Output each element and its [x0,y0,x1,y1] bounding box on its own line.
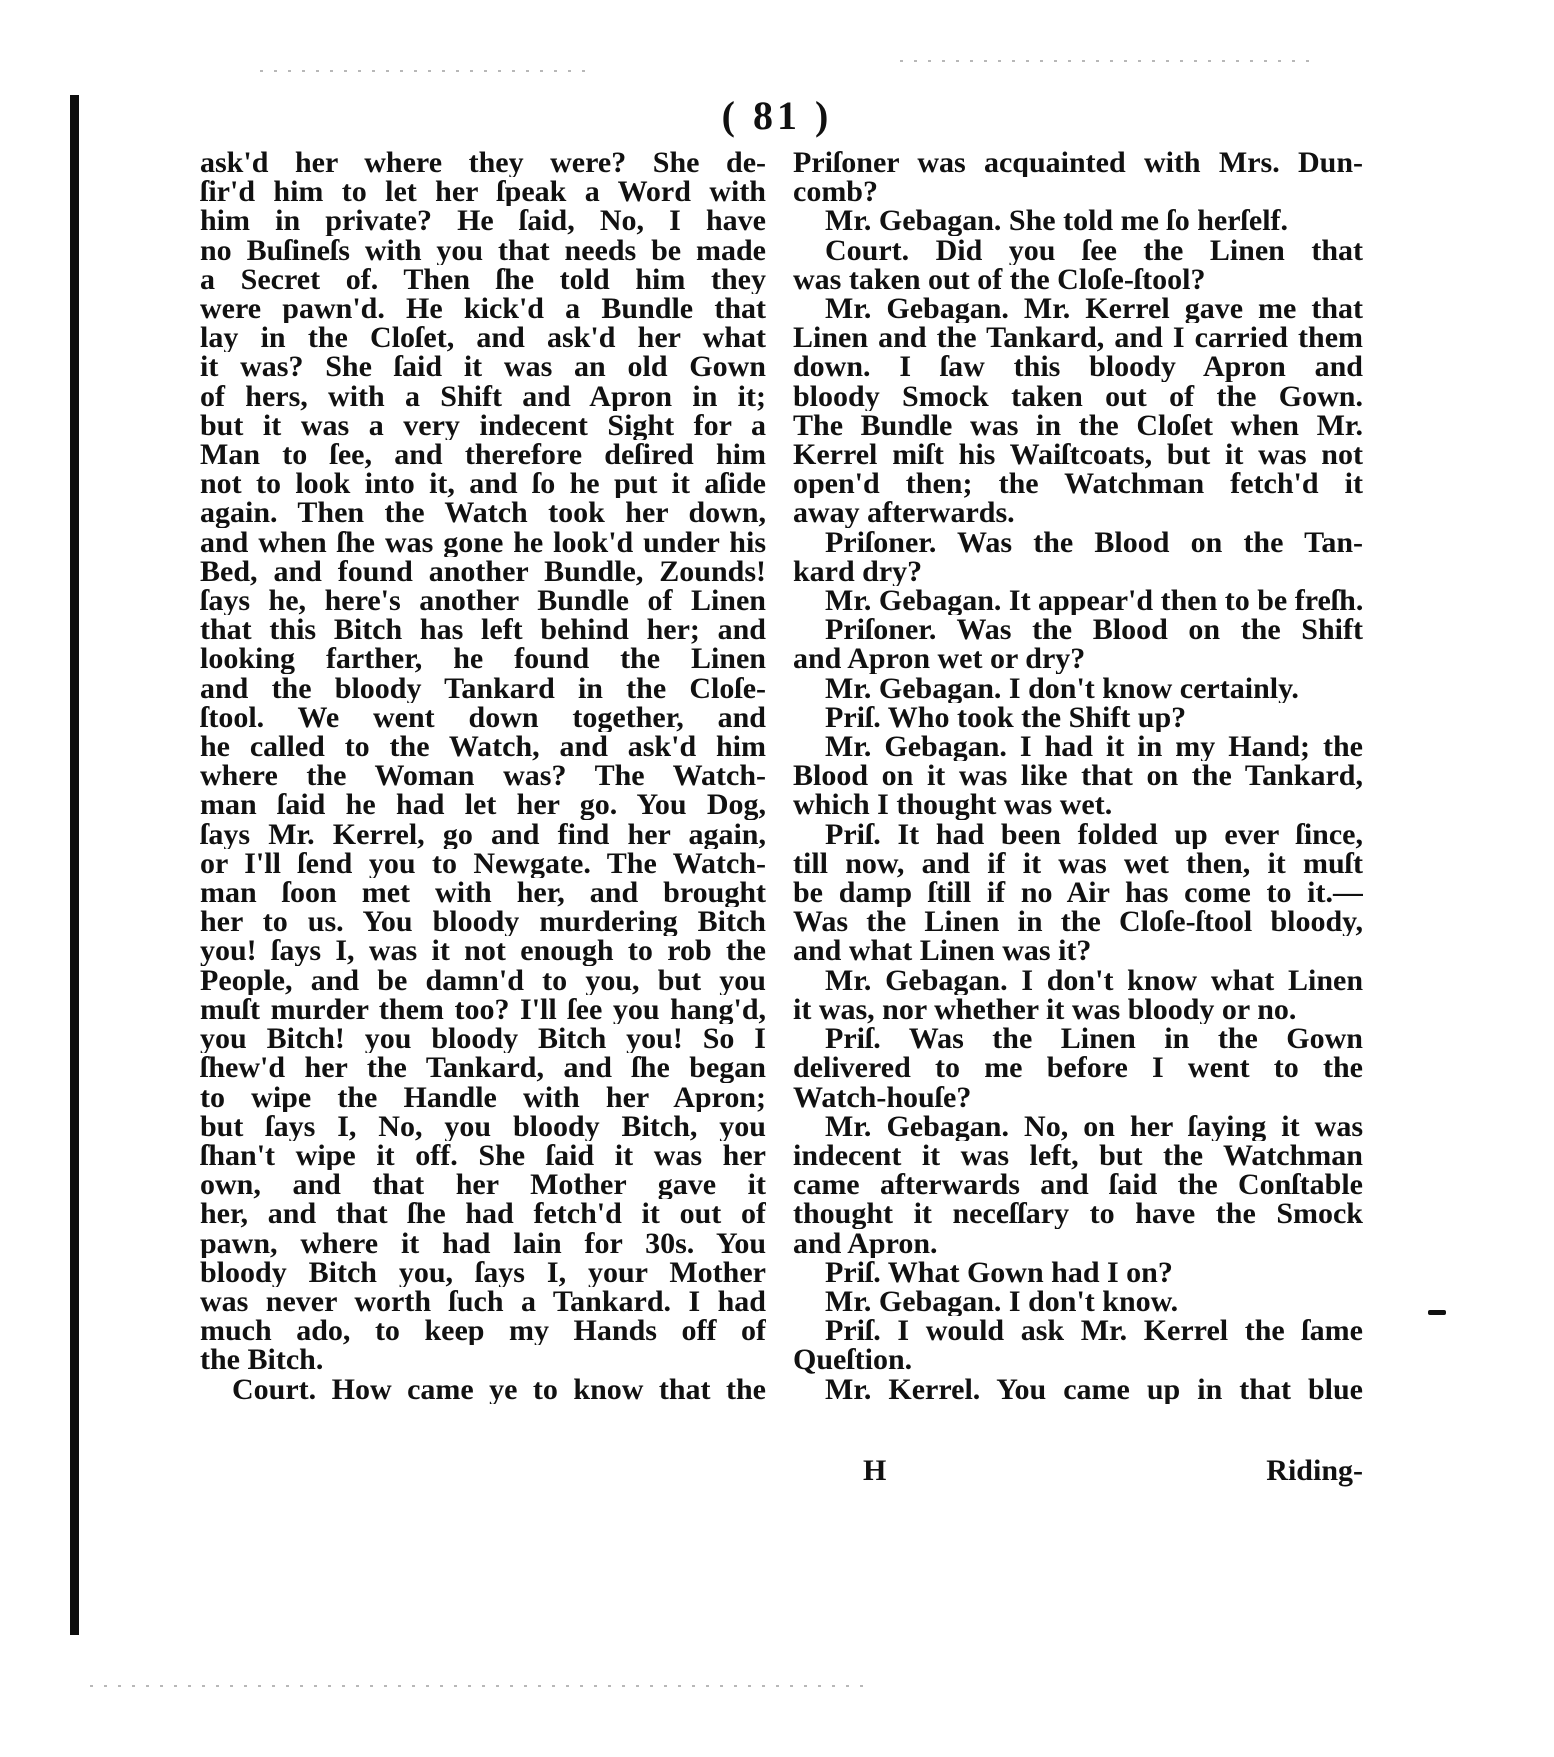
text-line: he called to the Watch, and ask'd him [200,732,766,762]
text-line: ſtool. We went down together, and [200,702,766,733]
text-line: ſhew'd her the Tankard, and ſhe began [200,1053,766,1083]
text-line: till now, and if it was wet then, it muſt [793,848,1363,879]
text-line: and when ſhe was gone he look'd under his [200,527,766,557]
text-line: ſhan't wipe it off. She ſaid it was her [200,1140,766,1171]
text-line: The Bundle was in the Cloſet when Mr. [793,410,1363,441]
text-line: Priſoner was acquainted with Mrs. Dun- [793,148,1363,178]
text-line: ſays he, here's another Bundle of Linen [200,586,766,616]
top-right-edge-speckle [900,60,1320,62]
text-line: man ſoon met with her, and brought [200,878,766,908]
text-line: not to look into it, and ſo he put it aſide [200,469,766,499]
right-text-column [793,148,1363,1404]
text-line: man ſaid he had let her go. You Dog, [200,790,766,820]
text-line: Priſ. I would ask Mr. Kerrel the ſame [825,1316,1363,1346]
text-line: bloody Smock taken out of the Gown. [793,381,1363,411]
text-line: that this Bitch has left behind her; and [200,615,766,645]
text-line: it was, nor whether it was bloody or no. [793,994,1297,1025]
text-line: ask'd her where they were? She de- [200,148,766,178]
text-line: Mr. Kerrel. You came up in that blue [825,1374,1363,1404]
text-line: Priſoner. Was the Blood on the Shift [825,615,1363,645]
text-line: came afterwards and ſaid the Conſtable [793,1170,1363,1200]
text-line: no Buſineſs with you that needs be made [200,235,766,265]
text-line: you! ſays I, was it not enough to rob the [200,936,766,966]
text-line: open'd then; the Watchman fetch'd it [793,469,1363,499]
text-line: which I thought was wet. [793,790,1113,820]
text-line: away afterwards. [793,498,1015,528]
text-line: were pawn'd. He kick'd a Bundle that [200,294,766,324]
text-line: Mr. Gebagan. I don't know what Linen [825,965,1363,995]
text-line: comb? [793,177,878,207]
text-line: it was? She ſaid it was an old Gown [200,352,766,382]
text-line: Mr. Gebagan. No, on her ſaying it was [825,1111,1363,1141]
text-line: People, and be damn'd to you, but you [200,965,766,995]
text-line: but it was a very indecent Sight for a [200,410,766,441]
text-line: Mr. Gebagan. It appear'd then to be freſh. [825,586,1363,616]
text-line: Mr. Gebagan. She told me ſo herſelf. [825,206,1289,236]
text-line: Court. How came ye to know that the [232,1374,766,1404]
text-line: down. I ſaw this bloody Apron and [793,352,1363,382]
text-line: bloody Bitch you, ſays I, your Mother [200,1257,766,1287]
text-line: or I'll ſend you to Newgate. The Watch- [200,848,766,879]
text-line: was never worth ſuch a Tankard. I had [200,1286,766,1317]
text-line: Man to ſee, and therefore deſired him [200,440,766,470]
margin-dash-mark [1428,1310,1446,1315]
text-line: to wipe the Handle with her Apron; [200,1082,766,1112]
left-text-column [200,148,766,1404]
text-line: Priſoner. Was the Blood on the Tan- [825,527,1363,557]
text-line: and what Linen was it? [793,936,1092,966]
catchword: Riding- [1266,1454,1363,1487]
text-line: pawn, where it had lain for 30s. You [200,1228,766,1258]
text-line: delivered to me before I went to the [793,1053,1363,1083]
text-line: Linen and the Tankard, and I carried them [793,323,1363,353]
text-line: be damp ſtill if no Air has come to it.— [793,878,1363,908]
signature-mark: H [863,1454,887,1487]
text-line: Blood on it was like that on the Tankard, [793,761,1363,791]
text-line: and Apron wet or dry? [793,644,1086,674]
text-line: Priſ. It had been folded up ever ſince, [825,819,1363,849]
text-line: thought it neceſſary to have the Smock [793,1199,1363,1229]
text-line: Mr. Gebagan. I don't know certainly. [825,673,1299,703]
text-line: Priſ. What Gown had I on? [825,1257,1173,1287]
text-line: her, and that ſhe had fetch'd it out of [200,1199,766,1229]
text-line: ſir'd him to let her ſpeak a Word with [200,177,766,207]
text-line: again. Then the Watch took her down, [200,498,766,528]
text-line: ſays Mr. Kerrel, go and find her again, [200,819,766,849]
text-line: him in private? He ſaid, No, I have [200,206,766,236]
text-line: and Apron. [793,1228,938,1258]
text-line: Mr. Gebagan. I had it in my Hand; the [825,732,1363,762]
text-line: a Secret of. Then ſhe told him they [200,264,766,295]
text-line: own, and that her Mother gave it [200,1170,766,1200]
text-line: indecent it was left, but the Watchman [793,1140,1363,1171]
text-line: much ado, to keep my Hands off of [200,1316,766,1346]
text-line: but ſays I, No, you bloody Bitch, you [200,1111,766,1141]
text-line: Priſ. Who took the Shift up? [825,702,1187,733]
text-line: Mr. Gebagan. Mr. Kerrel gave me that [825,294,1363,324]
text-line: the Bitch. [200,1345,324,1375]
text-line: Queſtion. [793,1345,913,1375]
bottom-edge-speckle [90,1685,870,1687]
text-line: you Bitch! you bloody Bitch you! So I [200,1024,766,1054]
text-line: Bed, and found another Bundle, Zounds! [200,556,766,587]
binding-edge-rule [70,95,79,1635]
text-line: and the bloody Tankard in the Cloſe- [200,673,766,703]
text-line: Was the Linen in the Cloſe-ſtool bloody, [793,907,1363,937]
text-line: muſt murder them too? I'll ſee you hang'd, [200,994,766,1025]
text-line: where the Woman was? The Watch- [200,761,766,791]
text-line: kard dry? [793,556,923,587]
text-line: of hers, with a Shift and Apron in it; [200,381,766,411]
text-line: Court. Did you ſee the Linen that [825,235,1363,265]
page-number: ( 81 ) [721,93,833,138]
top-edge-speckle [260,70,590,72]
text-line: was taken out of the Cloſe-ſtool? [793,264,1206,295]
text-line: looking farther, he found the Linen [200,644,766,674]
text-line: Priſ. Was the Linen in the Gown [825,1024,1363,1054]
text-line: Watch-houſe? [793,1082,972,1112]
text-line: Kerrel miſt his Waiſtcoats, but it was not [793,440,1363,470]
text-line: Mr. Gebagan. I don't know. [825,1286,1179,1317]
text-line: her to us. You bloody murdering Bitch [200,907,766,937]
text-line: lay in the Cloſet, and ask'd her what [200,323,766,353]
